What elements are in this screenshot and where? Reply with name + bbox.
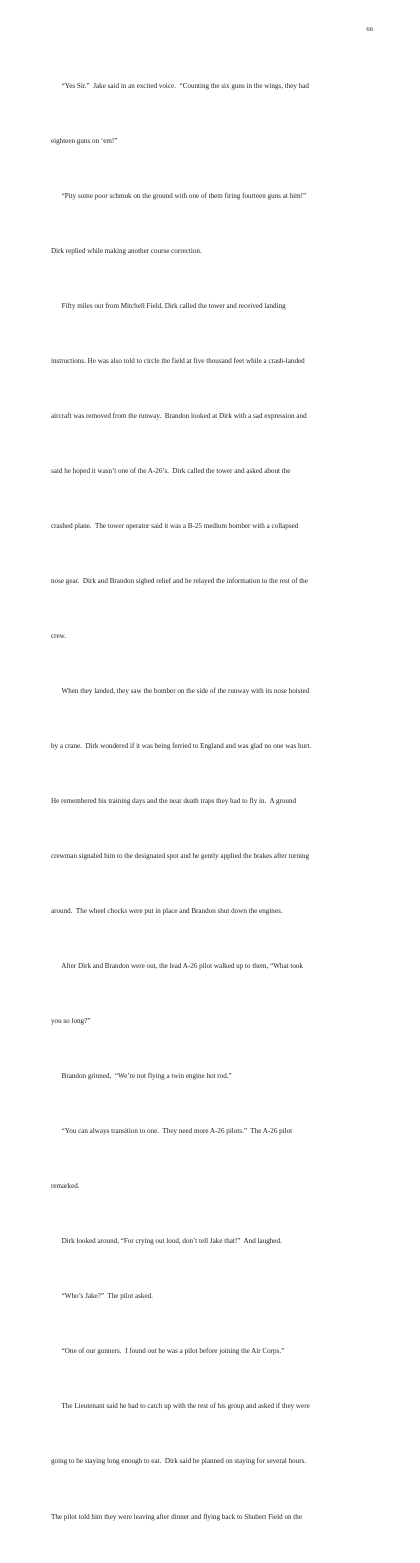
text-line: He remembered his training days and the near death traps they had to fly in. A ground <box>51 797 297 806</box>
text-line: going to be staying long enough to eat. Dirk said he planned on staying for several hours. <box>51 1457 307 1466</box>
text-line: you so long?” <box>51 1017 91 1026</box>
text-line: “You can always transition to one. They need more A-26 pilots.” The A-26 pilot <box>51 1127 293 1136</box>
text-line: crew. <box>51 632 67 640</box>
text-line: by a crane. Dirk wondered if it was being ferried to England and was glad no one was hurt. <box>51 742 312 751</box>
body-text <box>51 40 373 1563</box>
text-line: After Dirk and Brandon were out, the lead A-26 pilot walked up to them, “What took <box>51 962 303 971</box>
text-line: Dirk replied while making another course correction. <box>51 246 202 255</box>
text-line: “Pity some poor schmuk on the ground with one of them firing fourteen guns at him!” <box>51 191 307 200</box>
text-line: crashed plane. The tower operator said it was a B-25 medium bomber with a collapsed <box>51 521 299 530</box>
text-line: The Lieutenant said he had to catch up with the rest of his group and asked if they were <box>51 1402 310 1411</box>
page-number: 66 <box>366 26 373 33</box>
text-line: “One of our gunners. I found out he was a pilot before joining the Air Corps.” <box>51 1347 285 1356</box>
text-line: instructions. He was also told to circle the field at five thousand feet while a crash-landed <box>51 356 305 365</box>
text-line: remarked. <box>51 1182 80 1191</box>
text-line: “Who’s Jake?” The pilot asked. <box>51 1292 153 1301</box>
text-line: When they landed, they saw the bomber on the side of the runway with its nose hoisted <box>51 687 310 696</box>
text-line: eighteen guns on ‘em!” <box>51 136 118 145</box>
text-line: Fifty miles out from Mitchell Field, Dirk called the tower and received landing <box>51 301 286 310</box>
text-line: nose gear. Dirk and Brandon sighed relief and he relayed the information to the rest of the <box>51 576 308 585</box>
text-line: around. The wheel chocks were put in place and Brandon shut down the engines. <box>51 907 283 916</box>
text-line: The pilot told him they were leaving after dinner and flying back to Shubert Field on the <box>51 1512 302 1521</box>
text-line: crewman signaled him to the designated spot and he gently applied the brakes after turning <box>51 852 310 861</box>
text-line: “Yes Sir.” Jake said in an excited voice. “Counting the six guns in the wings, they had <box>51 81 309 90</box>
text-line: Dirk looked around, “For crying out loud, don’t tell Jake that!” And laughed. <box>51 1237 282 1246</box>
text-line: Brandon grinned, “We’re not flying a twin engine hot rod.” <box>51 1072 232 1081</box>
text-line: aircraft was removed from the runway. Brandon looked at Dirk with a sad expression and <box>51 411 307 420</box>
text-line: said he hoped it wasn’t one of the A-26’s. Dirk called the tower and asked about the <box>51 466 291 475</box>
